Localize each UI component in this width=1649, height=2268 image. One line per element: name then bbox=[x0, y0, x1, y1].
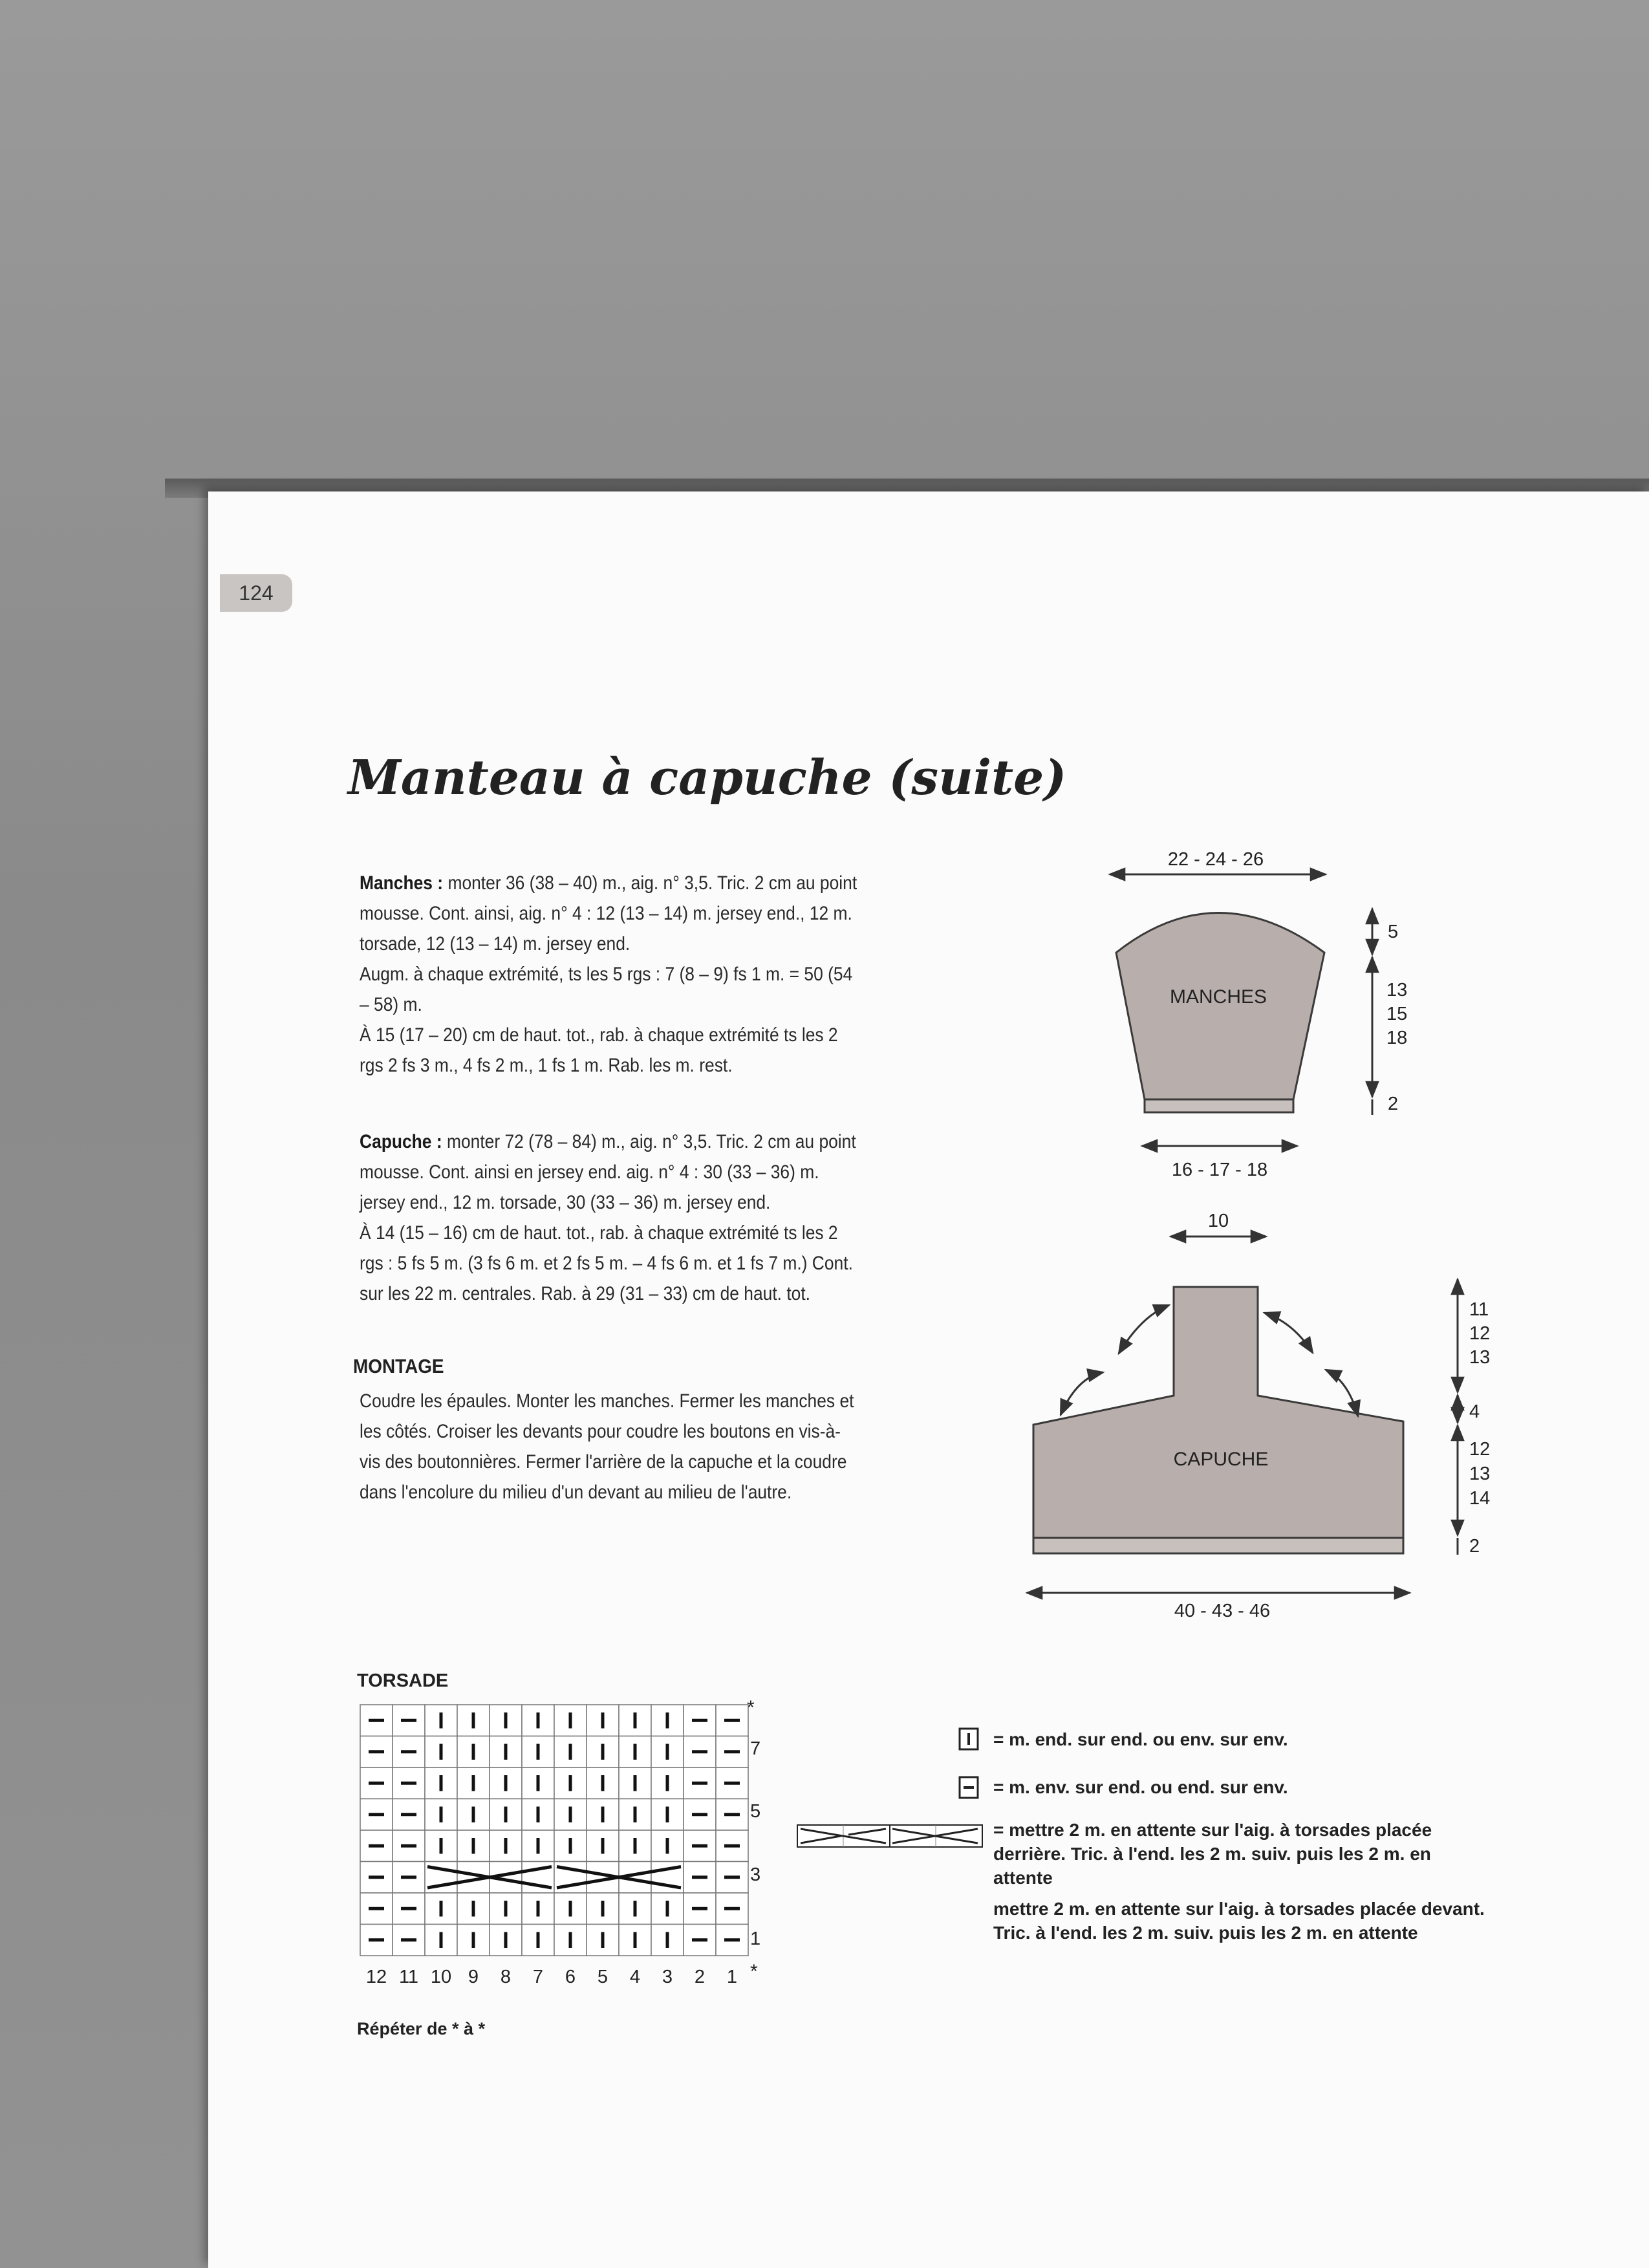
torsade-column-label: 10 bbox=[430, 1967, 452, 1987]
manches-schematic bbox=[1110, 849, 1407, 1180]
legend-item-3a: = mettre 2 m. en attente sur l'aig. à torsades placée derrière. Tric. à l'end. les 2 m. suiv. puis les 2 m. en attente bbox=[993, 1820, 1432, 1888]
manches-label: Manches : bbox=[360, 872, 444, 894]
torsade-row-5: 5 bbox=[750, 1801, 761, 1822]
torsade-column-labels bbox=[366, 1967, 737, 1987]
capuche-h-bottom: 2 bbox=[1469, 1536, 1480, 1557]
manches-h-top: 5 bbox=[1388, 922, 1399, 942]
capuche-label: Capuche : bbox=[360, 1131, 442, 1152]
manches-bottom-width: 16 - 17 - 18 bbox=[1171, 1160, 1268, 1180]
legend-item-1: = m. end. sur end. ou env. sur env. bbox=[993, 1729, 1288, 1749]
capuche-h-body-1: 12 bbox=[1469, 1439, 1491, 1460]
torsade-star-top: * bbox=[747, 1697, 755, 1718]
torsade-row-3: 3 bbox=[750, 1864, 761, 1885]
torsade-column-label: 8 bbox=[500, 1967, 512, 1987]
torsade-column-label: 6 bbox=[565, 1967, 576, 1987]
manches-h-mid-1: 13 bbox=[1386, 980, 1408, 1000]
torsade-column-label: 3 bbox=[662, 1967, 673, 1987]
torsade-label: TORSADE bbox=[357, 1670, 449, 1691]
montage-heading: MONTAGE bbox=[353, 1355, 444, 1377]
torsade-row-7: 7 bbox=[750, 1738, 761, 1759]
legend-item-2: = m. env. sur end. ou end. sur env. bbox=[993, 1777, 1288, 1797]
repeat-note: Répéter de * à * bbox=[357, 2019, 486, 2038]
manches-rib bbox=[1145, 1099, 1293, 1112]
capuche-fold-arrow-right-inner bbox=[1264, 1313, 1313, 1353]
capuche-fold-arrow-left-outer bbox=[1061, 1372, 1103, 1415]
torsade-column-label: 5 bbox=[597, 1967, 609, 1987]
torsade-row-1: 1 bbox=[750, 1928, 761, 1949]
torsade-column-label: 4 bbox=[629, 1967, 641, 1987]
capuche-h-top-3: 13 bbox=[1469, 1347, 1491, 1368]
manches-text: monter 36 (38 – 40) m., aig. n° 3,5. Tric. 2 cm au point mousse. Cont. ainsi, aig. n° 4 : 12 (13 – 14) m. jersey end., 12 m. torsade, 12 (13 – 14) m. jersey end. bbox=[360, 872, 857, 955]
capuche-schematic bbox=[1027, 1211, 1490, 1621]
torsade-column-label: 9 bbox=[468, 1967, 479, 1987]
capuche-bottom-width: 40 - 43 - 46 bbox=[1174, 1601, 1271, 1621]
page-number: 124 bbox=[220, 574, 292, 612]
capuche-h-top-2: 12 bbox=[1469, 1323, 1491, 1344]
capuche-h-shoulder: 4 bbox=[1469, 1401, 1480, 1422]
manches-text-2: Augm. à chaque extrémité, ts les 5 rgs : 7 (8 – 9) fs 1 m. = 50 (54 – 58) m. bbox=[360, 964, 853, 1015]
capuche-h-body-3: 14 bbox=[1469, 1488, 1491, 1509]
manches-label: MANCHES bbox=[1169, 986, 1267, 1008]
manches-text-3: À 15 (17 – 20) cm de haut. tot., rab. à chaque extrémité ts les 2 rgs 2 fs 3 m., 4 fs 2 m., 1 fs 1 m. Rab. les m. rest. bbox=[360, 1024, 838, 1076]
cable-cross-icon bbox=[797, 1825, 982, 1847]
montage-text: Coudre les épaules. Monter les manches. Fermer les manches et les côtés. Croiser les devants pour coudre les boutons en vis-à-vis des boutonnières. Fermer l'arrière de la capuche et la coudre dans l'encolure du milieu d'un devant au milieu de l'autre. bbox=[360, 1390, 854, 1503]
capuche-h-top-1: 11 bbox=[1469, 1299, 1489, 1320]
legend-item-3b: mettre 2 m. en attente sur l'aig. à torsades placée devant. Tric. à l'end. les 2 m. suiv. puis les 2 m. en attente bbox=[993, 1899, 1485, 1943]
manches-h-mid-2: 15 bbox=[1386, 1004, 1408, 1024]
capuche-text: monter 72 (78 – 84) m., aig. n° 3,5. Tric. 2 cm au point mousse. Cont. ainsi en jersey end. aig. n° 4 : 30 (33 – 36) m. jersey end., 12 m. torsade, 30 (33 – 36) m. jersey end. bbox=[360, 1131, 856, 1213]
capuche-fold-arrow-left-inner bbox=[1119, 1305, 1169, 1354]
manches-h-bottom: 2 bbox=[1388, 1094, 1399, 1114]
torsade-column-label: 1 bbox=[726, 1967, 738, 1987]
torsade-column-label: 7 bbox=[532, 1967, 544, 1987]
torsade-chart bbox=[360, 1705, 748, 1956]
capuche-piece bbox=[1033, 1287, 1403, 1538]
capuche-label: CAPUCHE bbox=[1173, 1449, 1269, 1470]
capuche-top-width: 10 bbox=[1207, 1211, 1229, 1231]
capuche-text-2: À 14 (15 – 16) cm de haut. tot., rab. à chaque extrémité ts les 2 rgs : 5 fs 5 m. (3 fs 6 m. et 2 fs 5 m. – 4 fs 6 m. et 1 fs 7 m.) Cont. sur les 22 m. centrales. Rab. à 29 (31 – 33) cm de haut. tot. bbox=[360, 1222, 853, 1304]
capuche-h-body-2: 13 bbox=[1469, 1463, 1491, 1484]
manches-h-mid-3: 18 bbox=[1386, 1028, 1408, 1048]
capuche-rib bbox=[1033, 1538, 1403, 1553]
torsade-column-label: 11 bbox=[398, 1967, 419, 1987]
torsade-column-label: 12 bbox=[365, 1967, 387, 1987]
legend-symbols bbox=[797, 1729, 982, 1847]
manches-top-width: 22 - 24 - 26 bbox=[1167, 849, 1264, 870]
torsade-column-label: 2 bbox=[694, 1967, 706, 1987]
page-title: Manteau à capuche (suite) bbox=[348, 750, 1067, 806]
torsade-star-bottom: * bbox=[750, 1961, 758, 1982]
